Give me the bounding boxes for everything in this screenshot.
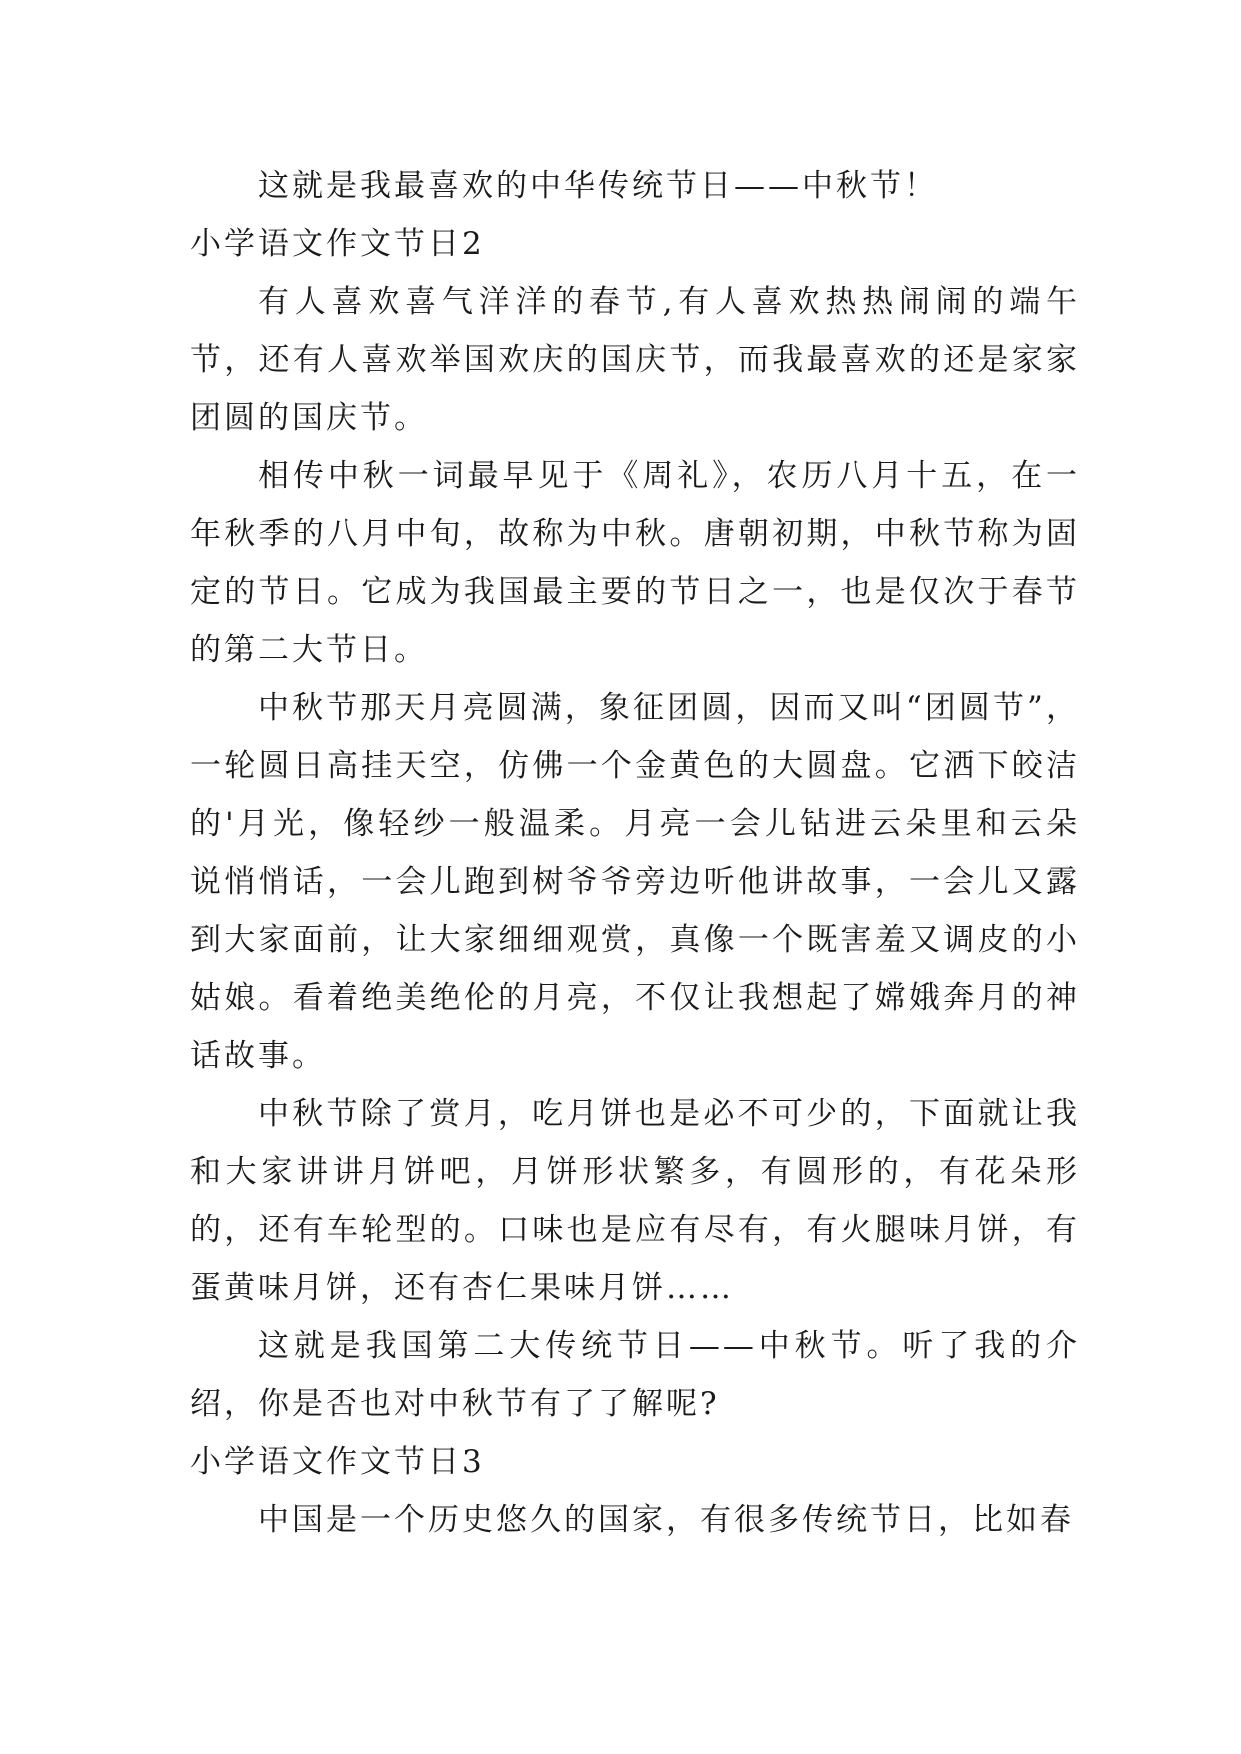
paragraph-closing-1: 这就是我最喜欢的中华传统节日——中秋节！ [258, 168, 938, 204]
paragraph-section-3-start: 中国是一个历史悠久的国家，有很多传统节日，比如春 [258, 1502, 1074, 1538]
paragraph-intro: 有人喜欢喜气洋洋的春节,有人喜欢热热闹闹的端午节，还有人喜欢举国欢庆的国庆节，而我最喜欢的还是家家团圆的国庆节。 [190, 284, 1080, 436]
paragraph-moon: 中秋节那天月亮圆满，象征团圆，因而又叫“团圆节”，一轮圆日高挂天空，仿佛一个金黄色的大圆盘。它洒下皎洁的'月光，像轻纱一般温柔。月亮一会儿钻进云朵里和云朵说悄悄话，一会儿跑到树爷爷旁边听他讲故事，一会儿又露到大家面前，让大家细细观赏，真像一个既害羞又调皮的小姑娘。看着绝美绝伦的月亮，不仅让我想起了嫦娥奔月的神话故事。 [190, 690, 1080, 1074]
document-page [190, 157, 1080, 1549]
section-heading-3: 小学语文作文节日3 [190, 1444, 485, 1480]
section-heading-2: 小学语文作文节日2 [190, 226, 485, 262]
paragraph-origin: 相传中秋一词最早见于《周礼》，农历八月十五，在一年秋季的八月中旬，故称为中秋。唐朝初期，中秋节称为固定的节日。它成为我国最主要的节日之一，也是仅次于春节的第二大节日。 [190, 458, 1080, 668]
paragraph-mooncake: 中秋节除了赏月，吃月饼也是必不可少的，下面就让我和大家讲讲月饼吧，月饼形状繁多，有圆形的，有花朵形的，还有车轮型的。口味也是应有尽有，有火腿味月饼，有蛋黄味月饼，还有杏仁果味月饼…… [190, 1096, 1080, 1306]
paragraph-closing-2: 这就是我国第二大传统节日——中秋节。听了我的介绍，你是否也对中秋节有了了解呢? [190, 1328, 1080, 1422]
